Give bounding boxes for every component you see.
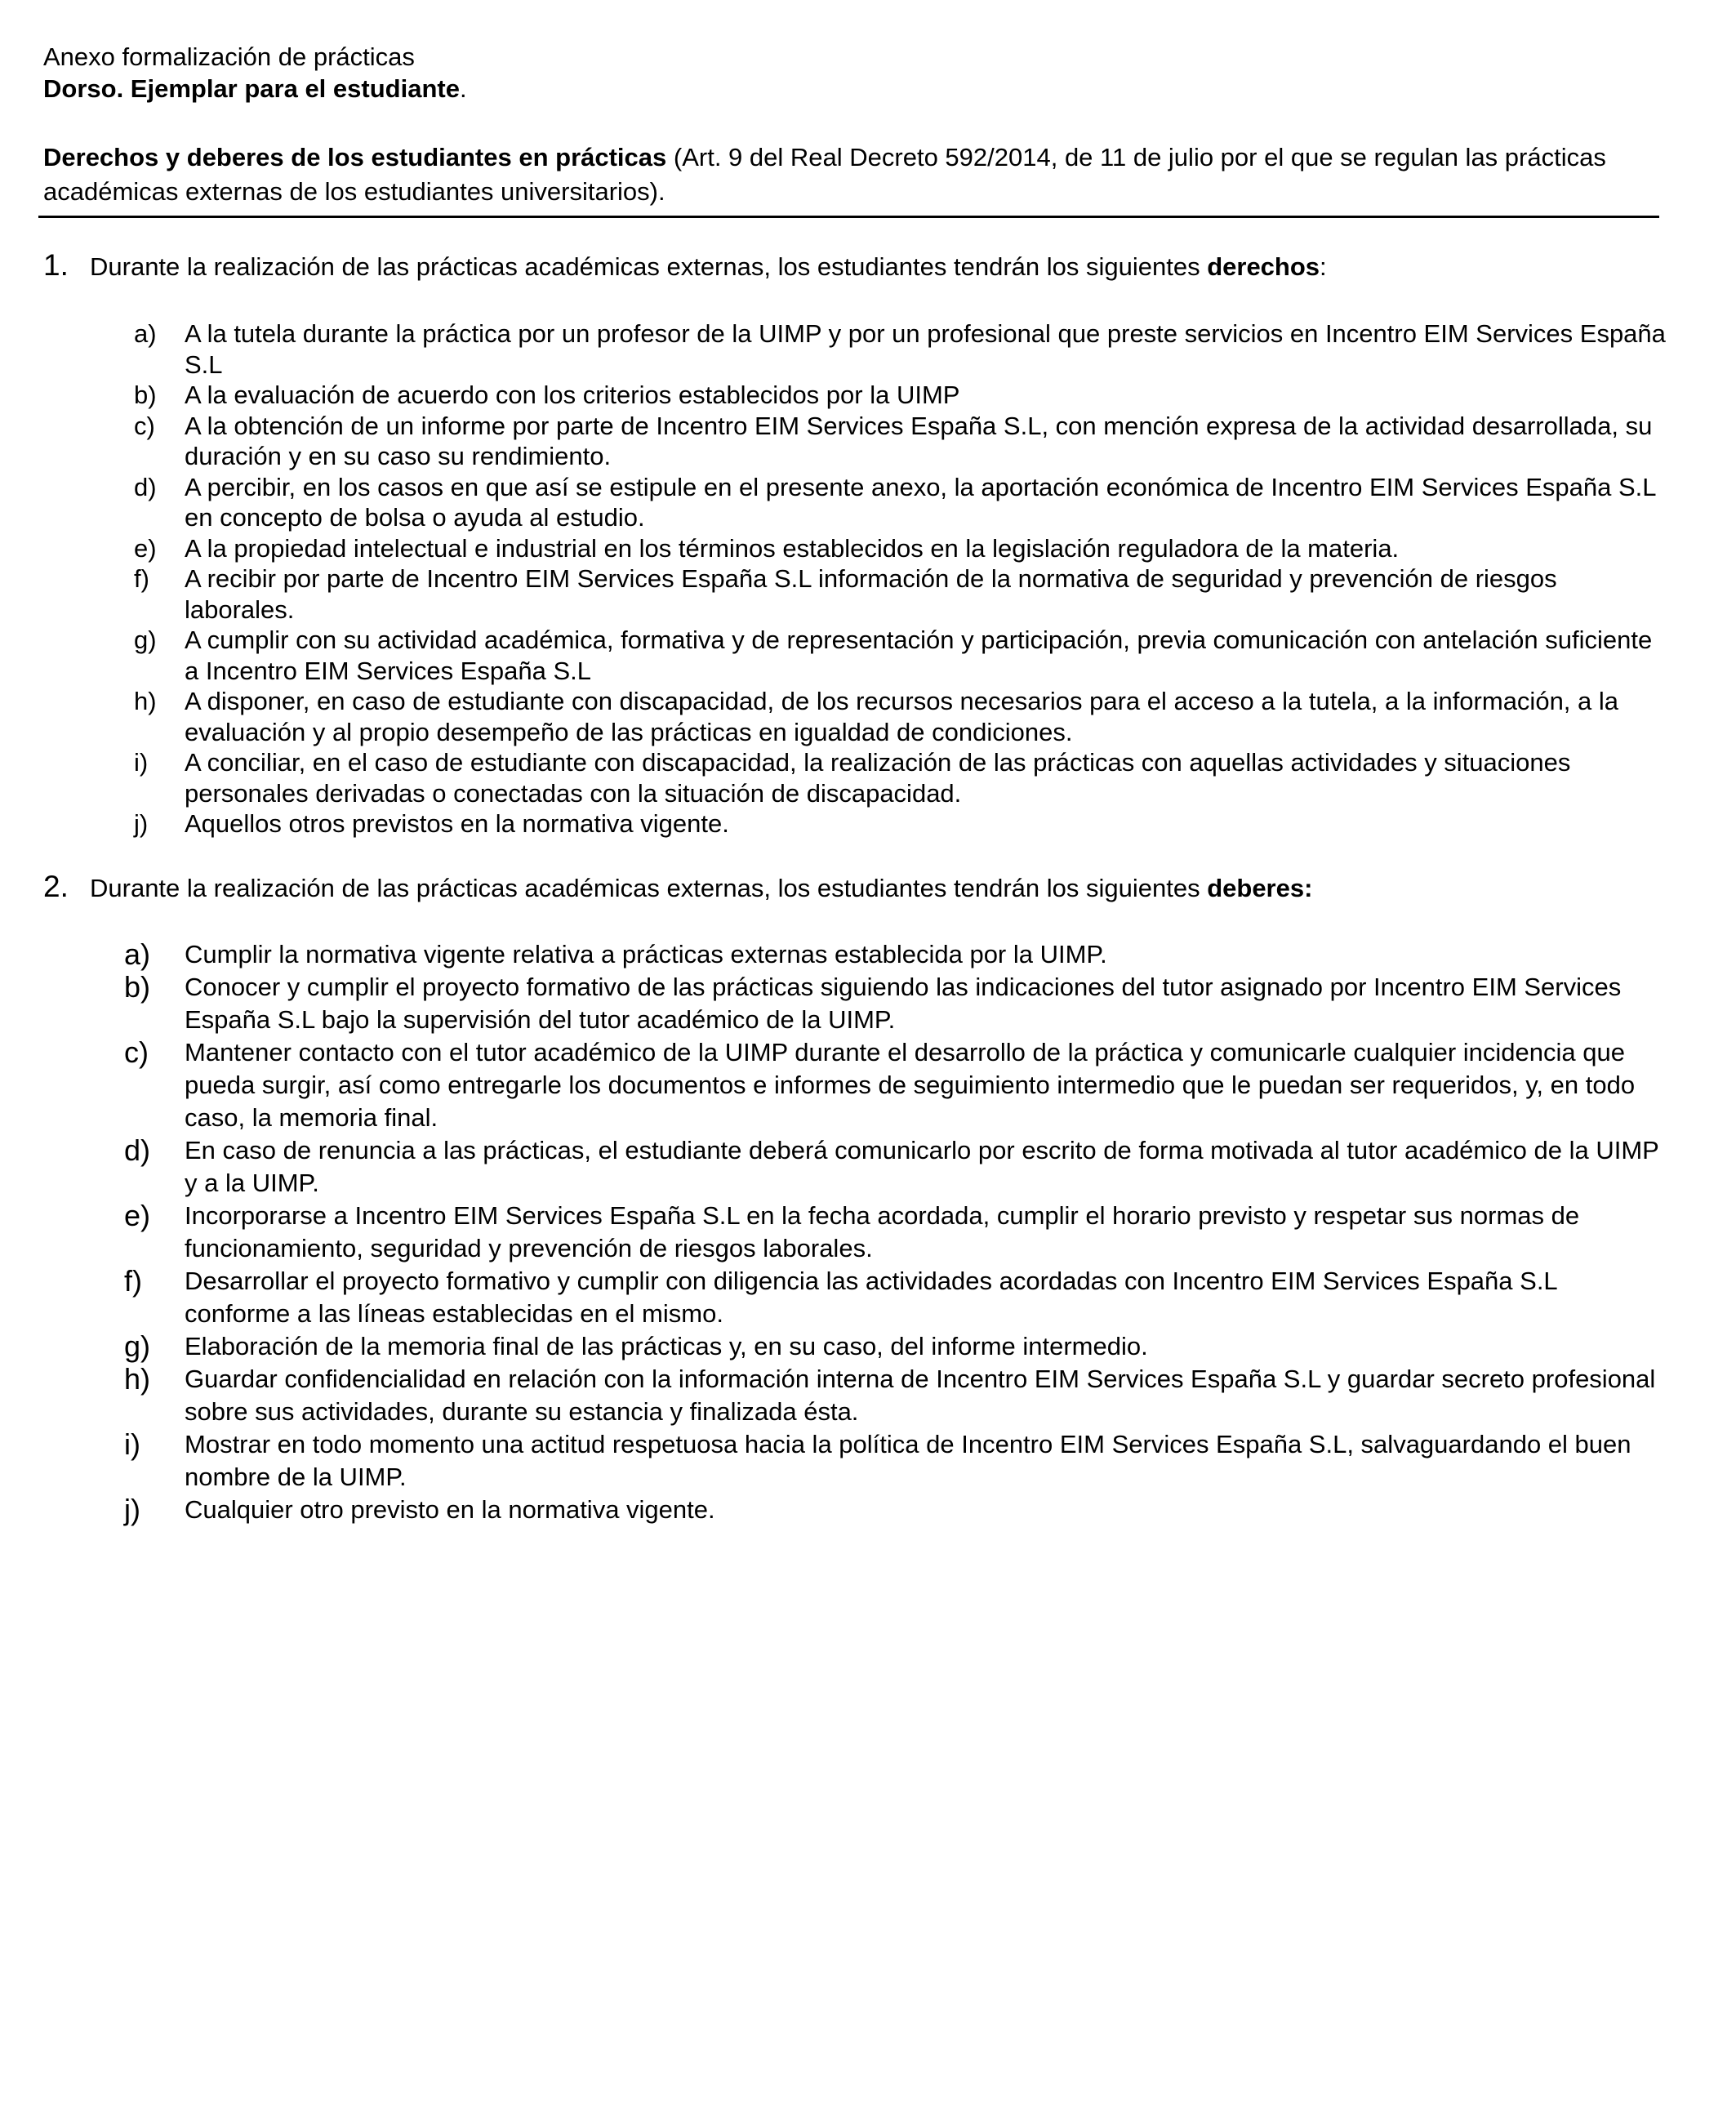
list-marker: c) (124, 1035, 149, 1069)
list-item (0, 1428, 1667, 1494)
section-1-keyword: derechos (1207, 252, 1320, 281)
list-item-text: A la obtención de un informe por parte de Incentro EIM Services España S.L, con mención expresa de la actividad desarrollada, su duración y en su caso su rendimiento. (185, 411, 1653, 470)
list-item-text: En caso de renuncia a las prácticas, el estudiante deberá comunicarlo por escrito de forma motivada al tutor académico de la UIMP y a la UIMP. (185, 1136, 1659, 1197)
list-item (0, 1036, 1667, 1134)
list-item (0, 1494, 1667, 1526)
list-item-text: Aquellos otros previstos en la normativa vigente. (185, 809, 729, 838)
list-marker: b) (124, 970, 151, 1004)
section-2-number: 2. (43, 870, 69, 903)
list-item-text: A percibir, en los casos en que así se estipule en el presente anexo, la aportación económica de Incentro EIM Services España S.L en concepto de bolsa o ayuda al estudio. (185, 472, 1656, 532)
list-item-text: A conciliar, en el caso de estudiante con discapacidad, la realización de las prácticas con aquellas actividades y situaciones personales derivadas o conectadas con la situación de discapacidad. (185, 748, 1571, 808)
list-marker: a) (124, 937, 151, 971)
list-item-text: A disponer, en caso de estudiante con discapacidad, de los recursos necesarios para el acceso a la tutela, a la información, a la evaluación y al propio desempeño de las prácticas en igualdad de condiciones. (185, 687, 1619, 746)
list-item (0, 1330, 1667, 1363)
list-item-text: Conocer y cumplir el proyecto formativo de las prácticas siguiendo las indicaciones del tutor asignado por Incentro EIM Services España S.L bajo la supervisión del tutor académico de la UIMP. (185, 973, 1622, 1034)
list-item (0, 1265, 1667, 1330)
section-1-text: Durante la realización de las prácticas académicas externas, los estudiantes tendrán los siguientes (90, 252, 1208, 281)
section-2-text: Durante la realización de las prácticas académicas externas, los estudiantes tendrán los siguientes (90, 874, 1208, 902)
horizontal-divider (38, 216, 1659, 218)
list-item (0, 380, 1667, 411)
list-item (0, 318, 1667, 380)
list-item-text: A la evaluación de acuerdo con los criterios establecidos por la UIMP (185, 381, 960, 409)
article-heading: Derechos y deberes de los estudiantes en prácticas (43, 143, 667, 171)
list-marker: b) (134, 381, 157, 409)
list-item-text: Elaboración de la memoria final de las prácticas y, en su caso, del informe intermedio. (185, 1332, 1148, 1360)
list-marker: c) (134, 411, 155, 440)
copy-label-end: . (459, 74, 467, 103)
list-marker: d) (124, 1133, 151, 1167)
list-item (0, 747, 1667, 808)
list-item (0, 1134, 1667, 1200)
list-marker: g) (124, 1329, 151, 1363)
list-item-text: Desarrollar el proyecto formativo y cumplir con diligencia las actividades acordadas con Incentro EIM Services España S.L conforme a las líneas establecidas en el mismo. (185, 1267, 1557, 1328)
list-item-text: A la propiedad intelectual e industrial en los términos establecidos en la legislación reguladora de la materia. (185, 533, 1400, 563)
list-item-text: Cualquier otro previsto en la normativa vigente. (185, 1495, 715, 1524)
list-marker: i) (134, 748, 149, 777)
list-item (0, 686, 1667, 747)
list-marker: h) (134, 687, 157, 715)
article-reference (43, 140, 1644, 209)
list-item-text: Mantener contacto con el tutor académico de la UIMP durante el desarrollo de la práctica y comunicarle cualquier incidencia que pueda surgir, así como entregarle los documentos e informes de seguimiento intermedio que le puedan ser requeridos, y, en todo caso, la memoria final. (185, 1038, 1636, 1132)
list-item (0, 971, 1667, 1036)
article-citation: (Art. 9 del Real Decreto 592/2014, de 11 de julio por el que se regulan las prácticas académicas externas de los estudiantes universitarios). (43, 143, 1606, 206)
duties-list (0, 938, 1736, 1526)
list-item-text: A cumplir con su actividad académica, formativa y de representación y participación, previa comunicación con antelación suficiente a Incentro EIM Services España S.L (185, 626, 1653, 685)
list-item (0, 1200, 1667, 1265)
list-marker: g) (134, 626, 157, 654)
list-marker: e) (134, 533, 157, 563)
list-marker: j) (124, 1493, 140, 1526)
section-1-colon: : (1320, 252, 1327, 281)
list-item (0, 938, 1667, 971)
section-1-heading (43, 249, 1652, 283)
list-item (0, 411, 1667, 472)
list-item (0, 1363, 1667, 1428)
list-item-text: Guardar confidencialidad en relación con la información interna de Incentro EIM Services España S.L y guardar secreto profesional sobre sus actividades, durante su estancia y finalizada ésta. (185, 1365, 1656, 1426)
list-marker: d) (134, 472, 157, 501)
list-marker: h) (124, 1362, 151, 1396)
list-marker: a) (134, 319, 157, 348)
annex-title: Anexo formalización de prácticas (43, 42, 415, 71)
list-item (0, 625, 1667, 686)
section-2-heading (43, 871, 1652, 905)
list-item (0, 533, 1667, 564)
document-header (43, 41, 1644, 105)
copy-label (43, 73, 1644, 105)
section-1-number: 1. (43, 248, 69, 282)
list-item-text: A recibir por parte de Incentro EIM Services España S.L información de la normativa de seguridad y prevención de riesgos laborales. (185, 564, 1557, 624)
list-item-text: A la tutela durante la práctica por un profesor de la UIMP y por un profesional que preste servicios en Incentro EIM Services España S.L (185, 319, 1666, 379)
list-marker: i) (124, 1427, 140, 1461)
list-item (0, 563, 1667, 625)
list-marker: j) (134, 809, 149, 838)
list-marker: f) (124, 1264, 142, 1298)
list-item-text: Cumplir la normativa vigente relativa a prácticas externas establecida por la UIMP. (185, 940, 1107, 968)
section-2-keyword: deberes: (1207, 874, 1313, 902)
list-marker: f) (134, 564, 149, 593)
list-item-text: Mostrar en todo momento una actitud respetuosa hacia la política de Incentro EIM Services España S.L, salvaguardando el buen nombre de la UIMP. (185, 1430, 1631, 1491)
list-marker: e) (124, 1199, 151, 1232)
copy-label-bold: Dorso. Ejemplar para el estudiante (43, 74, 460, 103)
list-item (0, 472, 1667, 533)
list-item-text: Incorporarse a Incentro EIM Services España S.L en la fecha acordada, cumplir el horario previsto y respetar sus normas de funcionamiento, seguridad y prevención de riesgos laborales. (185, 1201, 1580, 1262)
rights-list (0, 318, 1736, 839)
list-item (0, 808, 1667, 839)
